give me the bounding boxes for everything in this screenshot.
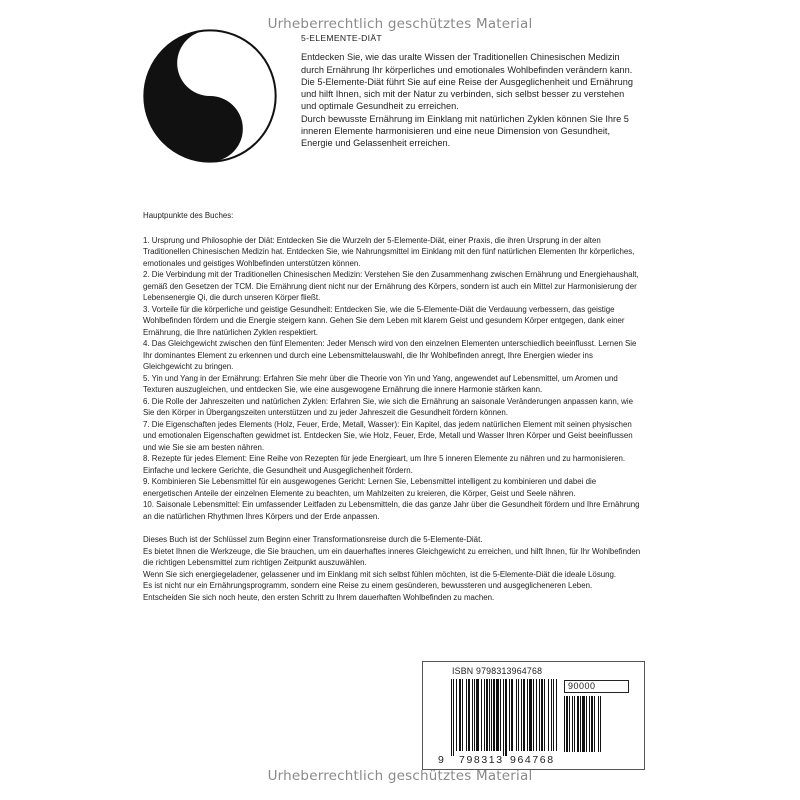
barcode-bar xyxy=(472,679,473,751)
barcode-bar xyxy=(518,679,519,751)
barcode-bar xyxy=(589,696,590,752)
isbn-barcode-box xyxy=(422,661,645,770)
barcode-bar xyxy=(459,679,461,751)
barcode-bar xyxy=(529,679,532,751)
barcode-bar xyxy=(574,696,575,752)
intro-paragraph: Die 5-Elemente-Diät führt Sie auf eine Reise der Ausgeglichenheit und Ernährung und hilft Ihnen, sich mit der Natur zu verbinden, sich selbst besser zu verstehen und optimale Gesundheit zu erreichen. xyxy=(301,76,633,112)
barcode-bar xyxy=(503,679,504,756)
list-item: 6. Die Rolle der Jahreszeiten und natürlichen Zyklen: Erfahren Sie, wie sich die Ernährung an saisonale Veränderungen anpassen kann, wie Sie den Körper in Übergangszeiten unterstützen und zu jeder Jahreszeit die Gesundheit fördern können. xyxy=(143,396,633,417)
barcode-bar xyxy=(577,696,579,752)
barcode-bar xyxy=(566,696,568,752)
barcode-bar xyxy=(489,679,490,751)
barcode-bar xyxy=(572,696,573,752)
barcode-bar xyxy=(582,696,585,752)
barcode-bar xyxy=(468,679,470,751)
barcode-bar xyxy=(474,679,475,751)
isbn-label: ISBN 9798313964768 xyxy=(452,666,543,676)
barcode-bar xyxy=(484,679,485,751)
list-item: 10. Saisonale Lebensmittel: Ein umfassender Leitfaden zu Lebensmitteln, die das ganze Jahr über die Gesundheit fördern und Ihre Ernährung an die natürlichen Rhythmen Ihres Körpers und der Erde anpassen. xyxy=(143,500,640,521)
closing-paragraph: Entscheiden Sie sich noch heute, den ersten Schritt zu Ihrem dauerhaften Wohlbefinden zu machen. xyxy=(143,592,495,602)
barcode-bars xyxy=(451,679,557,757)
closing-paragraph: Dieses Buch ist der Schlüssel zum Beginn einer Transformationsreise durch die 5-Elemente-Diät. xyxy=(143,535,483,544)
intro-paragraph: Entdecken Sie, wie das uralte Wissen der Traditionellen Chinesischen Medizin durch Ernährung Ihr körperliches und emotionales Wohlbefinden verändern kann. xyxy=(301,52,633,75)
barcode-bar xyxy=(451,679,452,756)
barcode-bar xyxy=(536,679,537,751)
barcode-digit-prefix: 9 xyxy=(438,754,446,766)
list-item: 5. Yin und Yang in der Ernährung: Erfahren Sie mehr über die Theorie von Yin und Yang, angewendet auf Lebensmittel, um Aromen und Texturen auszugleichen, und entdecken Sie, wie eine ausgewogene Ernährung die innere Harmonie stärken kann. xyxy=(143,373,618,394)
barcode-bar xyxy=(493,679,495,751)
barcode-bar xyxy=(521,679,522,751)
barcode-bar xyxy=(598,696,599,752)
price-barcode-bars xyxy=(564,696,626,758)
main-section xyxy=(143,210,643,603)
intro-section xyxy=(301,32,641,150)
closing-paragraph: Es bietet Ihnen die Werkzeuge, die Sie brauchen, um ein dauerhaftes inneres Gleichgewicht zu erreichen, und hilft Ihnen, für Ihr Wohlbefinden die richtigen Lebensmittel zum richtigen Zeitpunkt auszuwählen. xyxy=(143,546,641,567)
barcode-bar xyxy=(548,679,549,751)
barcode-bar xyxy=(456,679,457,751)
barcode-bar xyxy=(486,679,488,751)
yin-yang-icon xyxy=(143,29,277,163)
list-item: 8. Rezepte für jedes Element: Eine Reihe von Rezepten für jede Energieart, um Ihre 5 inneren Elemente zu nähren und zu harmonisieren. Einfache und leckere Gerichte, die Gesundheit und Ausgeglichenheit fördern. xyxy=(143,454,626,475)
copyright-watermark-top: Urheberrechtlich geschütztes Material xyxy=(267,16,533,32)
intro-heading: 5-ELEMENTE-DIÄT xyxy=(301,33,382,43)
barcode-bar xyxy=(551,679,552,751)
copyright-watermark-bottom: Urheberrechtlich geschütztes Material xyxy=(267,768,533,784)
barcode-bar xyxy=(462,679,463,751)
intro-paragraph: Durch bewusste Ernährung im Einklang mit natürlichen Zyklen können Sie Ihre 5 inneren Elemente harmonisieren und eine neue Dimension von Gesundheit, Energie und Gelassenheit erreichen. xyxy=(301,113,629,149)
barcode-bar xyxy=(569,696,570,752)
main-subheading: Hauptpunkte des Buches: xyxy=(143,211,234,220)
barcode-bar xyxy=(481,679,482,751)
barcode-bar xyxy=(556,679,557,751)
list-item: 9. Kombinieren Sie Lebensmittel für ein ausgewogenes Gericht: Lernen Sie, Lebensmittel intelligent zu kombinieren und dabei die energetischen Anteile der einzelnen Elemente zu beachten, um Mahlzeiten zu kreieren, die Körper, Geist und Seele nähren. xyxy=(143,477,597,498)
price-code: 90000 xyxy=(564,680,629,693)
barcode-bar xyxy=(544,679,545,751)
barcode-bar xyxy=(580,696,581,752)
barcode-bar xyxy=(509,679,510,751)
closing-section xyxy=(143,534,643,603)
closing-paragraph: Es ist nicht nur ein Ernährungsprogramm, sondern eine Reise zu einem gesünderen, bewussteren und ausgeglicheneren Leben. xyxy=(143,581,593,590)
barcode-bar xyxy=(491,679,492,751)
barcode-bar xyxy=(511,679,513,751)
barcode-bar xyxy=(594,696,595,752)
barcode-digits-left: 798313 xyxy=(459,754,504,766)
barcode-bar xyxy=(541,679,543,751)
barcode-bar xyxy=(527,679,528,751)
barcode-bar xyxy=(591,696,593,752)
barcode-bar xyxy=(476,679,479,751)
barcode-bar xyxy=(553,679,554,751)
list-item: 2. Die Verbindung mit der Traditionellen Chinesischen Medizin: Verstehen Sie den Zusammenhang zwischen Ernährung und Energiehaushalt, gemäß den Gesetzen der TCM. Die Ernährung dient nicht nur der Ernährung des Körpers, sondern ist auch ein Mittel zur Harmonisierung der Lebensenergie Qi, die durch unseren Körper fließt. xyxy=(143,270,639,302)
barcode-bar xyxy=(505,679,507,756)
barcode-bar xyxy=(496,679,499,751)
barcode-digits-right: 964768 xyxy=(510,754,555,766)
main-points-list xyxy=(143,235,643,523)
barcode-bar xyxy=(500,679,501,751)
barcode-bar xyxy=(523,679,525,751)
barcode-bar xyxy=(539,679,540,751)
barcode-bar xyxy=(600,696,601,752)
barcode-bar xyxy=(453,679,454,756)
list-item: 3. Vorteile für die körperliche und geistige Gesundheit: Entdecken Sie, wie die 5-Elemente-Diät die Verdauung verbessern, das geistige Wohlbefinden fördern und die Energie steigern kann. Gehen Sie dem Leben mit klarem Geist und gesundem Körper entgegen, dank einer Ernährung, die Ihre natürlichen Zyklen respektiert. xyxy=(143,304,625,337)
barcode-bar xyxy=(516,679,517,751)
barcode-bar xyxy=(586,696,587,752)
barcode-bar xyxy=(466,679,467,751)
barcode-bar xyxy=(533,679,534,751)
barcode-bar xyxy=(564,696,565,752)
list-item: 1. Ursprung und Philosophie der Diät: Entdecken Sie die Wurzeln der 5-Elemente-Diät, einer Praxis, die ihren Ursprung in der alten Traditionellen Chinesischen Medizin hat. Entdecken Sie, wie Nahrungsmittel im Einklang mit den fünf natürlichen Elementen Ihr körperliches, emotionales und geistiges Wohlbefinden unterstützen können. xyxy=(143,235,635,268)
closing-paragraph: Wenn Sie sich energiegeladener, gelassener und im Einklang mit sich selbst fühlen möchten, ist die 5-Elemente-Diät die ideale Lösung. xyxy=(143,569,617,579)
list-item: 7. Die Eigenschaften jedes Elements (Holz, Feuer, Erde, Metall, Wasser): Ein Kapitel, das jedem natürlichen Element mit seinen physischen und emotionalen Eigenschaften gewidmet ist. Entdecken Sie, wie Holz, Feuer, Erde, Metall und Wasser Ihren Körper und Geist beeinflussen und wie Sie sie am besten nähren. xyxy=(143,419,633,452)
list-item: 4. Das Gleichgewicht zwischen den fünf Elementen: Jeder Mensch wird von den einzelnen Elementen unterschiedlich beeinflusst. Lernen Sie Ihr dominantes Element zu erkennen und durch eine Lebensmittelauswahl, die Ihr Wohlbefinden anregt, Ihre Energien wieder ins Gleichgewicht zu bringen. xyxy=(143,339,637,371)
